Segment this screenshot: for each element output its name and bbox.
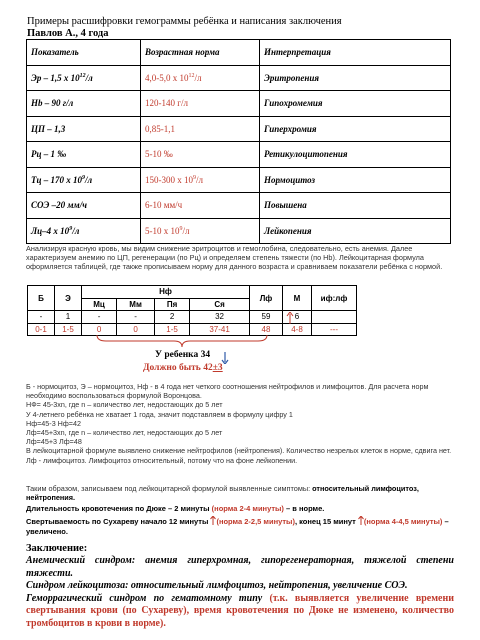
analysis-line: В лейкоцитарной формуле выявлено снижение нейтрофилов (нейтропения). Количество незрелых клеток в норме, сдвига нет. Лф - лимфоцитоз. Лимфоцитоз относительный, потому что на фоне лейкопении.	[26, 446, 452, 465]
indicator-cell: Рц – 1 ‰	[27, 142, 141, 168]
table-row	[27, 116, 451, 142]
interpretation-cell: Ретикулоцитопения	[260, 142, 451, 168]
arrow-up-icon	[286, 312, 294, 324]
lf-cell: 1	[55, 311, 82, 324]
indicator-cell: СОЭ –20 мм/ч	[27, 193, 141, 219]
analysis-line: У 4-летнего ребёнка не хватает 1 года, значит подставляем в формулу цифру 1	[26, 409, 293, 419]
brace-icon	[96, 334, 268, 348]
duke-norm: (норма 2-4 минуты)	[211, 504, 284, 513]
conclusion-anemia: Анемический синдром: анемия гиперхромная, гипорегенераторная, тяжелой степени тяжести.	[26, 555, 454, 579]
table-row	[27, 167, 451, 193]
lf-header-e: Э	[55, 286, 82, 311]
analysis-paragraph: Анализируя красную кровь, мы видим снижение эритроцитов и гемоглобина, следовательно, есть анемия. Далее характеризуем анемию по ЦП, регенерации (по Рц) и определяем степень тяжести (по Hb). Лейкоцитарная формула оформляется таблицей, где также прописываем норму для данного возраста и сравниваем показатели ребёнка с нормой.	[26, 244, 443, 271]
lf-child-row	[28, 311, 357, 324]
lf-norm-cell: 0	[82, 323, 117, 336]
sukharev-norm-end: (норма 4-4,5 минуты)	[363, 517, 443, 526]
lf-norm-cell: 1-5	[155, 323, 190, 336]
duke-text: Длительность кровотечения по Дюке – 2 минуты	[26, 504, 212, 513]
lf-header-nf-lf: иф:лф	[312, 286, 357, 311]
sukharev-line	[26, 516, 456, 537]
sukharev-norm-start: (норма 2-2,5 минуты)	[216, 517, 295, 526]
indicator-cell: Тц – 170 х $10^9/л$	[27, 167, 141, 193]
expected-value	[143, 363, 223, 373]
lf-header-mm: Мм	[117, 298, 155, 311]
analysis-line: Б - нормоцитоз, Э – нормоцитоз, Нф - в 4 года нет четкого соотношения нейтрофилов и лимфоцитов. Для расчета норм необходимо воспользоваться формулой Воронцова.	[26, 382, 429, 401]
table-row	[27, 91, 451, 117]
lf-header-m: М	[283, 286, 312, 311]
lf-header-nf: Нф	[82, 286, 250, 299]
sukharev-result: – увеличено.	[26, 517, 449, 536]
leukocyte-formula-table	[27, 285, 357, 336]
summary-symptoms: относительный лимфоцитоз, нейтропения.	[26, 484, 419, 502]
lf-header-pya: Пя	[155, 298, 190, 311]
lf-norm-cell: 0	[117, 323, 155, 336]
patient-name: Павлов А., 4 года	[27, 28, 109, 39]
expected-value-text: Должно быть 42	[143, 363, 213, 373]
summary-paragraph	[26, 484, 452, 502]
child-value: У ребенка 34	[155, 350, 211, 360]
lf-header-sya: Ся	[190, 298, 250, 311]
interpretation-cell: Лейкопения	[260, 218, 451, 244]
lf-norm-cell: ---	[312, 323, 357, 336]
lf-cell: -	[117, 311, 155, 324]
lf-header-mc: Мц	[82, 298, 117, 311]
lf-cell: -	[28, 311, 55, 324]
intro-heading: Примеры расшифровки гемограммы ребёнка и написания заключения	[27, 16, 342, 27]
lf-cell: 59	[250, 311, 283, 324]
interpretation-cell: Нормоцитоз	[260, 167, 451, 193]
lf-header-row-1	[28, 286, 357, 299]
analysis-line: Нф=45-3 Нф=42	[26, 418, 81, 428]
conclusion-text	[26, 555, 454, 630]
interpretation-cell: Эритропения	[260, 65, 451, 91]
sukharev-end: , конец 15 минут	[294, 517, 358, 526]
sukharev-text: Свертываемость по Сухареву начало 12 минуты	[26, 517, 211, 526]
norm-cell: 150-300 х $10^9/л$	[141, 167, 260, 193]
norm-cell: 5-10 х $10^9/л$	[141, 218, 260, 244]
header-norm: Возрастная норма	[141, 40, 260, 66]
analysis-line: Лф=45+3хn, где n – количество лет, недостающих до 5 лет	[26, 428, 223, 438]
table-row	[27, 65, 451, 91]
interpretation-cell: Повышена	[260, 193, 451, 219]
norm-cell: 120-140 г/л	[141, 91, 260, 117]
lf-norm-cell: 1-5	[55, 323, 82, 336]
table-row	[27, 142, 451, 168]
lf-cell: 2	[155, 311, 190, 324]
norm-cell: 6-10 мм/ч	[141, 193, 260, 219]
conclusion-leukocytosis: Синдром лейкоцитоза: относительный лимфоцитоз, нейтропения, увеличение СОЭ.	[26, 580, 408, 591]
norm-cell: 5-10 ‰	[141, 142, 260, 168]
lf-norm-cell: 48	[250, 323, 283, 336]
conclusion-title: Заключение:	[26, 543, 88, 554]
analysis-line: НФ= 45-3хn, где n – количество лет, недостающих до 5 лет	[26, 400, 223, 410]
lf-norm-cell: 0-1	[28, 323, 55, 336]
header-indicator: Показатель	[27, 40, 141, 66]
table-header-row	[27, 40, 451, 66]
analysis-line: Лф=45+3 Лф=48	[26, 437, 82, 447]
lf-cell: 6	[283, 311, 312, 324]
lf-header-lf: Лф	[250, 286, 283, 311]
header-interpretation: Интерпретация	[260, 40, 451, 66]
interpretation-cell: Гиперхромия	[260, 116, 451, 142]
norm-cell: 0,85-1,1	[141, 116, 260, 142]
lf-norm-cell: 4-8	[283, 323, 312, 336]
neutrophil-analysis	[26, 382, 452, 465]
indicator-cell: Лц–4 х $10^9/л$	[27, 218, 141, 244]
conclusion-hemorrhagic-text: Геморрагический синдром по гематомному типу	[26, 592, 270, 604]
expected-value-tolerance: ±3	[212, 363, 223, 373]
duke-result: – в норме.	[283, 504, 325, 513]
lf-header-b: Б	[28, 286, 55, 311]
indicator-cell: Эр – 1,5 х $10^{12}/л$	[27, 65, 141, 91]
summary-text: Таким образом, записываем под лейкоцитарной формулой выявленные симптомы:	[26, 484, 313, 493]
indicator-cell: Hb – 90 г/л	[27, 91, 141, 117]
lf-norm-cell: 37-41	[190, 323, 250, 336]
norm-cell: 4,0-5,0 х $10^{12}/л$	[141, 65, 260, 91]
indicator-cell: ЦП – 1,3	[27, 116, 141, 142]
interpretation-cell: Гипохромемия	[260, 91, 451, 117]
hemogram-table	[26, 39, 451, 244]
conclusion-hemorrhagic-reason: (т.к. выявляется увеличение времени свертывания крови (по Сухареву), время кровотечения по Дюке не изменено, количество тромбоцитов в крови в норме).	[26, 592, 455, 629]
table-row	[27, 218, 451, 244]
table-row	[27, 193, 451, 219]
conclusion-hemorrhagic	[26, 593, 454, 631]
lf-cell: -	[82, 311, 117, 324]
duke-line	[26, 504, 324, 513]
lf-cell: 32	[190, 311, 250, 324]
lf-cell	[312, 311, 357, 324]
